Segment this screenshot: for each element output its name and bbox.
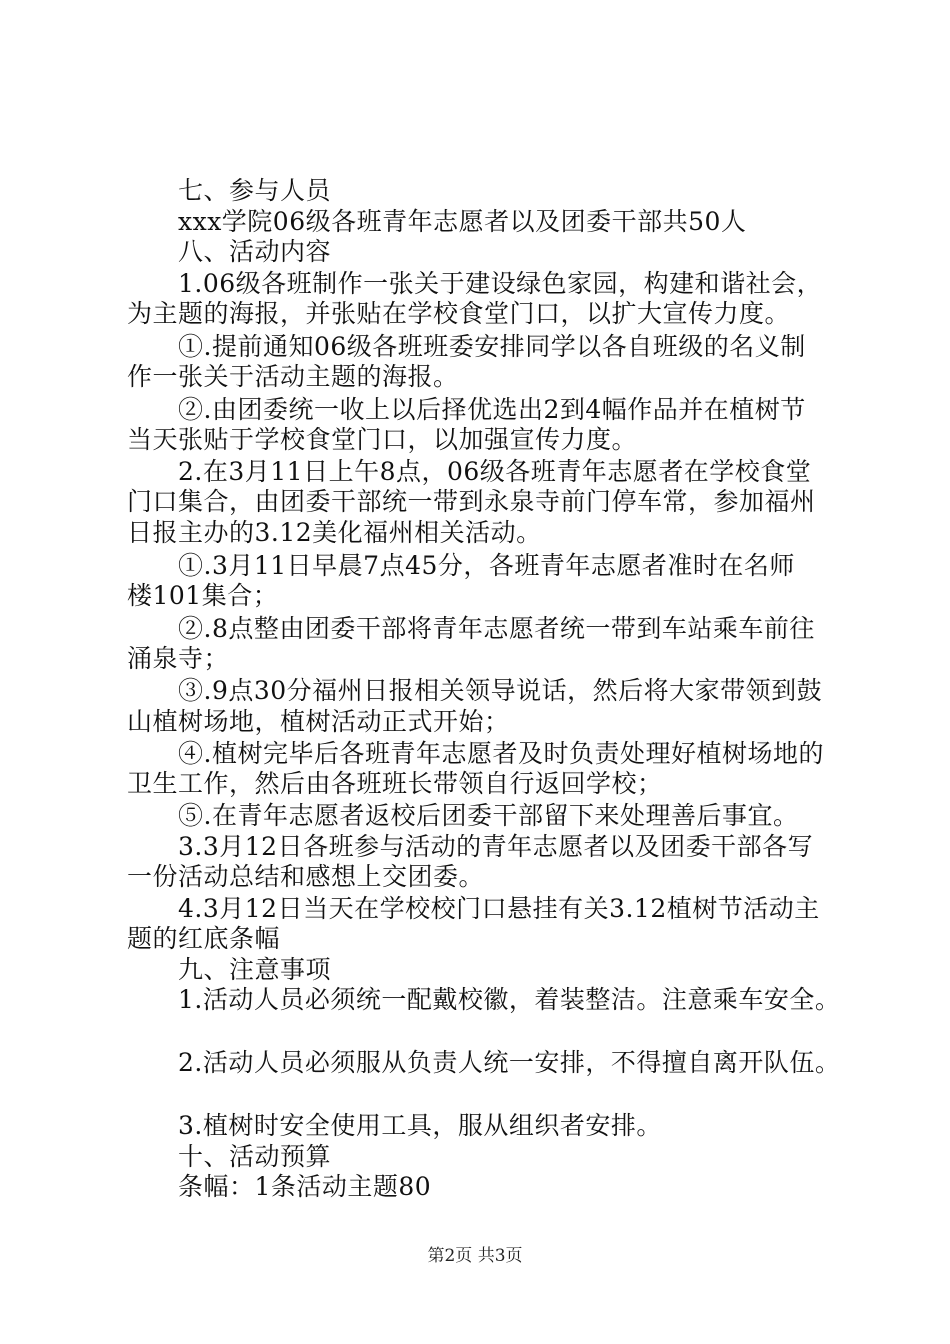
text-line: ①.3月11日早晨7点45分，各班青年志愿者准时在名师 — [178, 551, 795, 580]
text-line: 条幅：1条活动主题80 — [178, 1172, 432, 1201]
text-line: 日报主办的3.12美化福州相关活动。 — [127, 518, 542, 547]
text-line: 2.在3月11日上午8点，06级各班青年志愿者在学校食堂 — [178, 457, 812, 486]
text-line: 1.06级各班制作一张关于建设绿色家园，构建和谐社会， — [178, 269, 823, 298]
text-line: 3.3月12日各班参与活动的青年志愿者以及团委干部各写 — [178, 832, 814, 861]
text-line: ③.9点30分福州日报相关领导说话，然后将大家带领到鼓 — [178, 676, 823, 705]
text-line: ②.8点整由团委干部将青年志愿者统一带到车站乘车前往 — [178, 614, 815, 643]
text-line: 当天张贴于学校食堂门口，以加强宣传力度。 — [127, 425, 638, 454]
text-line: 山植树场地，植树活动正式开始； — [127, 707, 510, 736]
section-heading-budget: 十、活动预算 — [178, 1142, 332, 1171]
text-line: 卫生工作，然后由各班班长带领自行返回学校； — [127, 769, 663, 798]
text-line: 4.3月12日当天在学校校门口悬挂有关3.12植树节活动主 — [178, 894, 820, 923]
text-line: 一份活动总结和感想上交团委。 — [127, 862, 485, 891]
text-line: ②.由团委统一收上以后择优选出2到4幅作品并在植树节 — [178, 395, 806, 424]
section-heading-participants: 七、参与人员 — [178, 176, 332, 205]
text-line: 3.植树时安全使用工具，服从组织者安排。 — [178, 1111, 662, 1140]
text-line: 涌泉寺； — [127, 644, 230, 673]
text-line: ①.提前通知06级各班班委安排同学以各自班级的名义制 — [178, 332, 806, 361]
text-line: 1.活动人员必须统一配戴校徽，着装整洁。注意乘车安全。 — [178, 985, 841, 1014]
text-line: ⑤.在青年志愿者返校后团委干部留下来处理善后事宜。 — [178, 801, 799, 830]
text-line: 2.活动人员必须服从负责人统一安排，不得擅自离开队伍。 — [178, 1048, 841, 1077]
text-line: 作一张关于活动主题的海报。 — [127, 362, 459, 391]
text-line: ④.植树完毕后各班青年志愿者及时负责处理好植树场地的 — [178, 739, 824, 768]
section-heading-notes: 九、注意事项 — [178, 955, 332, 984]
text-line: 题的红底条幅 — [127, 924, 281, 953]
text-line: xxx学院06级各班青年志愿者以及团委干部共50人 — [178, 207, 747, 236]
section-heading-activity-content: 八、活动内容 — [178, 237, 332, 266]
text-line: 为主题的海报，并张贴在学校食堂门口，以扩大宣传力度。 — [127, 299, 791, 328]
page-number-footer: 第2页 共3页 — [427, 1246, 523, 1266]
text-line: 楼101集合； — [127, 581, 279, 610]
text-line: 门口集合，由团委干部统一带到永泉寺前门停车常，参加福州 — [127, 487, 816, 516]
